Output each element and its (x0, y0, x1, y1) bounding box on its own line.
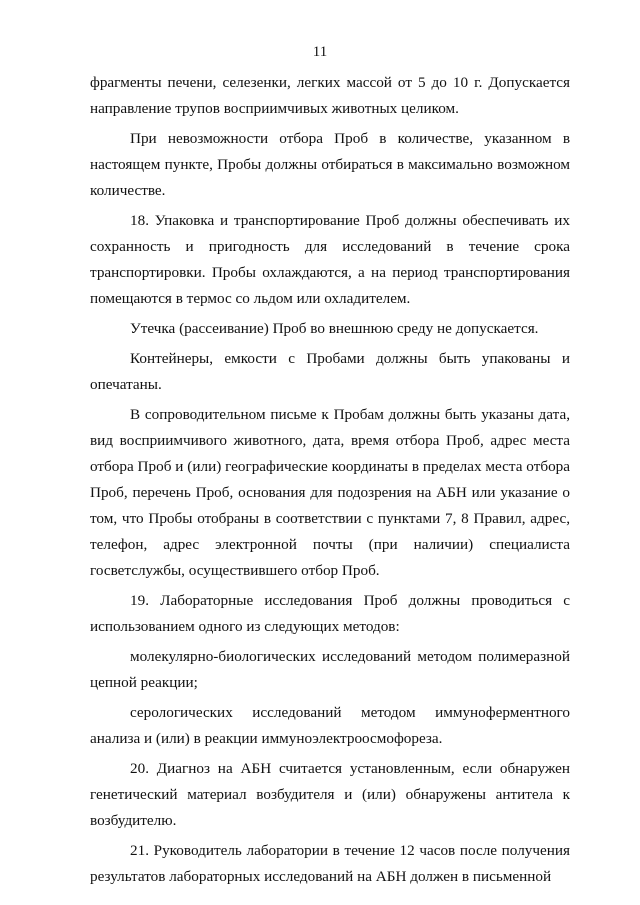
document-body (90, 70, 570, 894)
paragraph-item-18: 18. Упаковка и транспортирование Проб должны обеспечивать их сохранность и пригодность для исследований в течение срока транспортировки. Пробы охлаждаются, а на период транспортирования помещаются в термос со льдом или охладителем. (90, 212, 570, 307)
paragraph-leakage: Утечка (рассеивание) Проб во внешнюю среду не допускается. (130, 320, 539, 337)
paragraph-item-20: 20. Диагноз на АБН считается установленным, если обнаружен генетический материал возбудителя и (или) обнаружены антитела к возбудителю. (90, 760, 570, 829)
paragraph-method-serology: серологических исследований методом иммуноферментного анализа и (или) в реакции иммуноэлектроосмофореза. (90, 704, 570, 747)
paragraph-item-21: 21. Руководитель лаборатории в течение 12 часов после получения результатов лабораторных исследований на АБН должен в письменной (90, 842, 570, 885)
page-number: 11 (312, 44, 328, 60)
paragraph-method-pcr: молекулярно-биологических исследований методом полимеразной цепной реакции; (90, 648, 570, 691)
paragraph-containers: Контейнеры, емкости с Пробами должны быть упакованы и опечатаны. (90, 350, 570, 393)
paragraph-insufficient-samples: При невозможности отбора Проб в количестве, указанном в настоящем пункте, Пробы должны отбираться в максимально возможном количестве. (90, 130, 570, 199)
paragraph-continuation: фрагменты печени, селезенки, легких массой от 5 до 10 г. Допускается направление трупов восприимчивых животных целиком. (90, 74, 570, 117)
paragraph-item-19: 19. Лабораторные исследования Проб должны проводиться с использованием одного из следующих методов: (90, 592, 570, 635)
paragraph-cover-letter: В сопроводительном письме к Пробам должны быть указаны дата, вид восприимчивого животного, дата, время отбора Проб, адрес места отбора Проб и (или) географические координаты в пределах места отбора Проб, перечень Проб, основания для подозрения на АБН или указание о том, что Пробы отобраны в соответствии с пунктами 7, 8 Правил, адрес, телефон, адрес электронной почты (при наличии) специалиста госветслужбы, осуществившего отбор Проб. (90, 406, 570, 579)
